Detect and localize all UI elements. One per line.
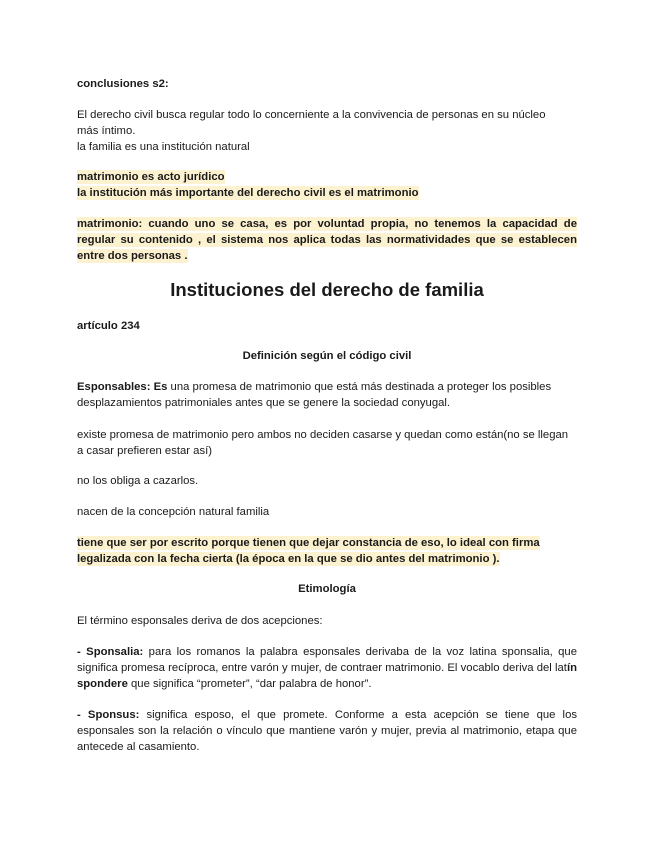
highlight-text-3: tiene que ser por escrito porque tienen que dejar constancia de eso, lo ideal con firma legalizada con la fecha cierta (la época en la que se dio antes del matrimonio ). bbox=[77, 537, 540, 565]
sponsalia-paragraph bbox=[77, 644, 577, 692]
etymology-intro: El término esponsales deriva de dos acepciones: bbox=[77, 615, 323, 627]
sponsus-text: significa esposo, el que promete. Conforme a esta acepción se tiene que los esponsales son la relación o vínculo que mantiene varón y mujer, previa al matrimonio, etapa que antecede al casamiento. bbox=[77, 709, 577, 753]
sponsalia-label: - Sponsalia: bbox=[77, 646, 144, 658]
intro-line-2: la familia es una institución natural bbox=[77, 141, 250, 153]
highlight-line-2: la institución más importante del derecho civil es el matrimonio bbox=[77, 187, 419, 199]
intro-paragraph bbox=[77, 107, 577, 155]
esponsables-paragraph bbox=[77, 379, 577, 411]
highlight-block-1 bbox=[77, 169, 577, 201]
highlight-block-3 bbox=[77, 535, 577, 567]
oblige-paragraph: no los obliga a cazarlos. bbox=[77, 475, 199, 487]
sponsus-label: - Sponsus: bbox=[77, 709, 140, 721]
esponsables-lead: Es bbox=[153, 381, 168, 393]
page-title: Instituciones del derecho de familia bbox=[170, 279, 484, 300]
promise-paragraph: existe promesa de matrimonio pero ambos no deciden casarse y quedan como están(no se llegan a casar prefieren estar así) bbox=[77, 429, 569, 457]
sponsalia-text-2: que significa “prometer”, “dar palabra de honor”. bbox=[127, 678, 372, 690]
sponsalia-bold: ín spondere bbox=[77, 662, 577, 690]
heading-conclusiones: conclusiones s2: bbox=[77, 78, 169, 90]
sponsus-paragraph bbox=[77, 707, 577, 755]
sponsalia-text-1: para los romanos la palabra esponsales derivaba de la voz latina sponsalia, que significa promesa recíproca, entre varón y mujer, de contraer matrimonio. El vocablo deriva del lat bbox=[77, 646, 577, 674]
highlight-text-2: matrimonio: cuando uno se casa, es por voluntad propia, no tenemos la capacidad de regular su contenido , el sistema nos aplica todas las normatividades que se establecen entre dos personas . bbox=[77, 218, 577, 262]
origin-paragraph: nacen de la concepción natural familia bbox=[77, 506, 270, 518]
section-subtitle: Definición según el código civil bbox=[242, 350, 412, 362]
intro-line-1b: más íntimo. bbox=[77, 125, 136, 137]
etymology-title: Etimología bbox=[298, 583, 356, 595]
esponsables-label: Esponsables: bbox=[77, 381, 151, 393]
highlight-line-1: matrimonio es acto jurídico bbox=[77, 171, 225, 183]
article-label: artículo 234 bbox=[77, 320, 140, 332]
esponsables-text: una promesa de matrimonio que está más destinada a proteger los posibles desplazamientos patrimoniales antes que se genere la sociedad conyugal. bbox=[77, 381, 552, 409]
highlight-block-2 bbox=[77, 216, 577, 264]
intro-line-1a: El derecho civil busca regular todo lo concerniente a la convivencia de personas en su núcleo bbox=[77, 109, 546, 121]
